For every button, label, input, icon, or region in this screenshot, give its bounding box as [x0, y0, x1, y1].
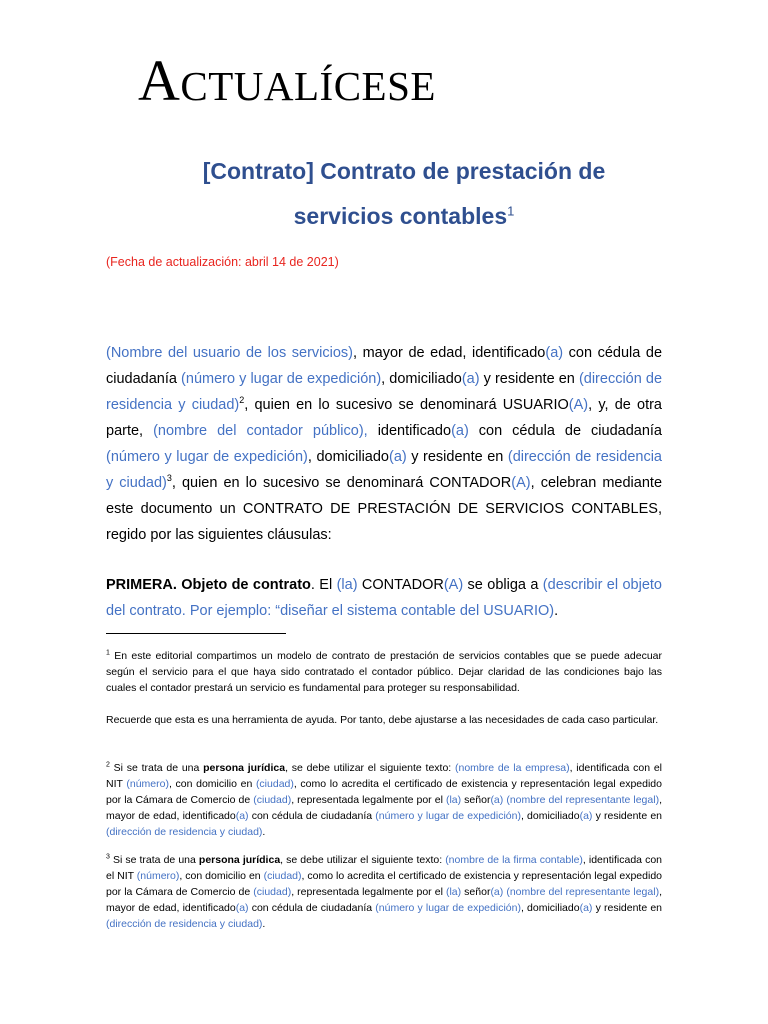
footnote-1-note: Recuerde que esta es una herramienta de ayuda. Por tanto, debe ajustarse a las necesidades de cada caso particular. [106, 714, 659, 726]
text-segment: , representada legalmente por el [291, 794, 446, 806]
placeholder-company-name: (nombre de la empresa) [454, 762, 570, 774]
text-segment: y residente en [479, 371, 579, 387]
placeholder-id-number: (número y lugar de expedición) [375, 902, 521, 914]
placeholder-gender: (la) [445, 886, 462, 898]
text-segment: identificado [367, 423, 452, 439]
text-segment: , como lo acredita el certificado de existencia y representación legal expedido por la Cámara de Comercio de [106, 778, 662, 806]
footnote-1-text: En este editorial compartimos un modelo de contrato de prestación de servicios contables que se puede adecuar según el servicio para el que haya sido contratado el contador público. Dejar claridad de las condiciones bajo las cuales el contador prestará un servicio es fundamental para proteger su responsabilidad. [106, 650, 662, 694]
text-segment: , y, de otra parte, [106, 397, 662, 439]
text-segment: con cédula de ciudadanía [248, 902, 376, 914]
text-segment: . [262, 826, 266, 838]
placeholder-accountant-name: (nombre del contador público), [153, 423, 368, 439]
placeholder-nit: (número) [136, 870, 180, 882]
placeholder-gender: (A) [511, 475, 531, 491]
placeholder-gender: (a) [545, 345, 564, 361]
footnote-1-number: 1 [106, 649, 110, 657]
text-segment: , mayor de edad, identificado [106, 794, 662, 822]
text-segment: y residente en [592, 810, 663, 822]
text-segment: , domiciliado [520, 810, 580, 822]
placeholder-gender: (a) [235, 810, 249, 822]
text-segment: , con domicilio en [179, 870, 264, 882]
placeholder-city: (ciudad) [253, 794, 292, 806]
bold-term: persona jurídica [198, 854, 281, 866]
placeholder-user-name: (Nombre del usuario de los servicios) [106, 345, 354, 361]
text-segment: y residente en [592, 902, 663, 914]
placeholder-gender: (a) [235, 902, 249, 914]
placeholder-gender: (A) [568, 397, 589, 413]
text-segment: , domiciliado [381, 371, 462, 387]
footnote-separator [106, 633, 286, 634]
footnote-3-number: 3 [106, 853, 110, 861]
document-title-line-2 [106, 203, 702, 230]
text-segment: , representada legalmente por el [291, 886, 446, 898]
text-segment: , celebran mediante este documento un CONTRATO DE PRESTACIÓN DE SERVICIOS CONTABLES, regido por las siguientes cláusulas: [106, 475, 663, 543]
placeholder-address: (dirección de residencia y ciudad) [106, 918, 263, 930]
footnote-ref-2[interactable]: 2 [239, 395, 245, 406]
text-segment: , domiciliado [307, 449, 389, 465]
title-footnote-ref[interactable]: 1 [507, 203, 515, 219]
bold-term: persona jurídica [203, 762, 286, 774]
text-segment: con cédula de ciudadanía [106, 345, 663, 387]
placeholder-id-number: (número y lugar de expedición) [181, 371, 382, 387]
placeholder-address: (dirección de residencia y ciudad) [106, 371, 663, 413]
text-segment: , quien en lo sucesivo se denominará USUARIO [244, 397, 569, 413]
text-segment: , domiciliado [520, 902, 580, 914]
placeholder-address: (dirección de residencia y ciudad) [106, 826, 263, 838]
text-segment: y residente en [406, 449, 508, 465]
text-segment: con cédula de ciudadanía [468, 423, 662, 439]
footnote-1 [106, 648, 662, 696]
text-segment: , se debe utilizar el siguiente texto: [285, 762, 455, 774]
update-date: (Fecha de actualización: abril 14 de 2021) [106, 255, 339, 269]
clause-first-paragraph [106, 572, 662, 624]
text-segment: . El [310, 577, 337, 593]
text-segment: , identificada con el NIT [106, 854, 662, 882]
text-segment: Si se trata de una [109, 762, 204, 774]
placeholder-gender: (a) [451, 423, 469, 439]
text-segment: señor [461, 794, 491, 806]
text-segment: Si se trata de una [109, 854, 199, 866]
text-segment: , se debe utilizar el siguiente texto: [280, 854, 446, 866]
text-segment: . [554, 603, 559, 619]
placeholder-firm-name: (nombre de la firma contable) [445, 854, 583, 866]
placeholder-address: (dirección de residencia y ciudad) [106, 449, 662, 491]
placeholder-id-number: (número y lugar de expedición) [375, 810, 521, 822]
parties-paragraph [106, 340, 662, 548]
text-segment: , con domicilio en [168, 778, 256, 790]
text-segment: , mayor de edad, identificado [353, 345, 546, 361]
title-text-1: [Contrato] Contrato de prestación de [202, 158, 606, 184]
placeholder-gender: (a) [461, 371, 480, 387]
placeholder-gender: (a) [490, 886, 504, 898]
text-segment: , mayor de edad, identificado [106, 886, 662, 914]
placeholder-gender: (a) [388, 449, 407, 465]
placeholder-city: (ciudad) [263, 870, 302, 882]
placeholder-legal-rep: (nombre del representante legal) [506, 794, 660, 806]
placeholder-legal-rep: (nombre del representante legal) [506, 886, 660, 898]
footnote-2 [106, 760, 662, 840]
placeholder-nit: (número) [126, 778, 169, 790]
document-title-line-1 [106, 158, 702, 185]
placeholder-gender: (a) [579, 810, 593, 822]
placeholder-id-number: (número y lugar de expedición) [106, 449, 308, 465]
text-segment: , quien en lo sucesivo se denominará CONTADOR [171, 475, 512, 491]
placeholder-contract-object: (describir el objeto del contrato. Por ejemplo: “diseñar el sistema contable del USUARIO) [106, 577, 662, 619]
text-segment: señor [461, 886, 491, 898]
placeholder-gender: (a) [490, 794, 504, 806]
text-segment: , identificada con el NIT [106, 762, 662, 790]
footnote-3 [106, 852, 662, 932]
text-segment: CONTADOR [357, 577, 444, 593]
text-segment: con cédula de ciudadanía [248, 810, 376, 822]
placeholder-gender: (la) [445, 794, 462, 806]
placeholder-gender: (A) [443, 577, 464, 593]
placeholder-city: (ciudad) [253, 886, 292, 898]
title-text-2: servicios contables [293, 203, 508, 229]
text-segment: se obliga a [463, 577, 543, 593]
text-segment: . [262, 918, 266, 930]
brand-logo: Actualícese [138, 48, 436, 113]
text-segment: , como lo acredita el certificado de existencia y representación legal expedido por la Cámara de Comercio de [106, 870, 662, 898]
clause-heading: PRIMERA. Objeto de contrato [106, 577, 311, 593]
placeholder-city: (ciudad) [255, 778, 294, 790]
placeholder-gender: (a) [579, 902, 593, 914]
footnote-2-number: 2 [106, 761, 110, 769]
footnote-ref-3[interactable]: 3 [166, 473, 172, 484]
placeholder-gender: (la) [336, 577, 358, 593]
